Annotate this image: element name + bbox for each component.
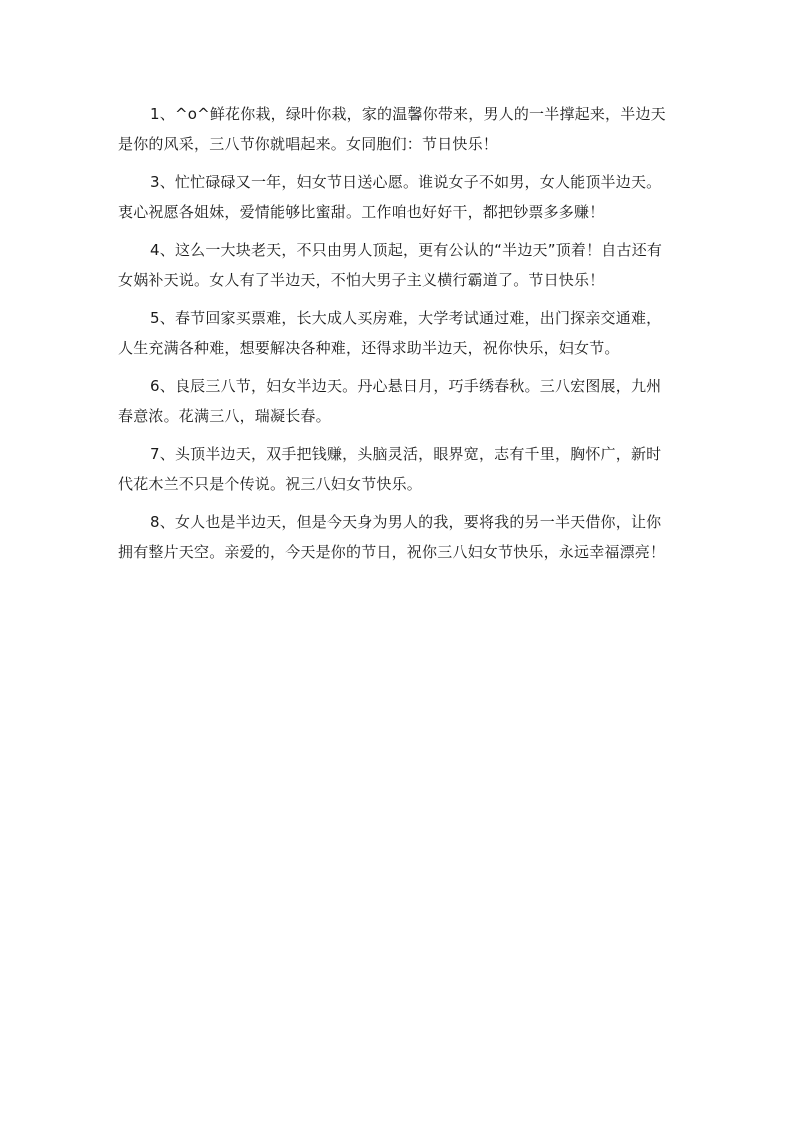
paragraph-6: 6、良辰三八节，妇女半边天。丹心悬日月，巧手绣春秋。三八宏图展，九州春意浓。花满三八，瑞凝长春。 — [118, 377, 662, 425]
document-body — [118, 99, 674, 575]
paragraph-8: 8、女人也是半边天，但是今天身为男人的我，要将我的另一半天借你，让你拥有整片天空。亲爱的，今天是你的节日，祝你三八妇女节快乐，永远幸福漂亮！ — [118, 513, 666, 561]
paragraph-7: 7、头顶半边天，双手把钱赚，头脑灵活，眼界宽，志有千里，胸怀广，新时代花木兰不只是个传说。祝三八妇女节快乐。 — [118, 445, 662, 493]
paragraph-3: 3、忙忙碌碌又一年，妇女节日送心愿。谁说女子不如男，女人能顶半边天。衷心祝愿各姐妹，爱情能够比蜜甜。工作咱也好好干，都把钞票多多赚！ — [118, 173, 662, 221]
paragraph-4: 4、这么一大块老天，不只由男人顶起，更有公认的“半边天”顶着！自古还有女娲补天说。女人有了半边天，不怕大男子主义横行霸道了。节日快乐！ — [118, 241, 663, 289]
paragraph-5: 5、春节回家买票难，长大成人买房难，大学考试通过难，出门探亲交通难，人生充满各种难，想要解决各种难，还得求助半边天，祝你快乐，妇女节。 — [118, 309, 662, 357]
paragraph-1: 1、^o^鲜花你栽，绿叶你栽，家的温馨你带来，男人的一半撑起来，半边天是你的风采，三八节你就唱起来。女同胞们：节日快乐！ — [118, 105, 666, 153]
